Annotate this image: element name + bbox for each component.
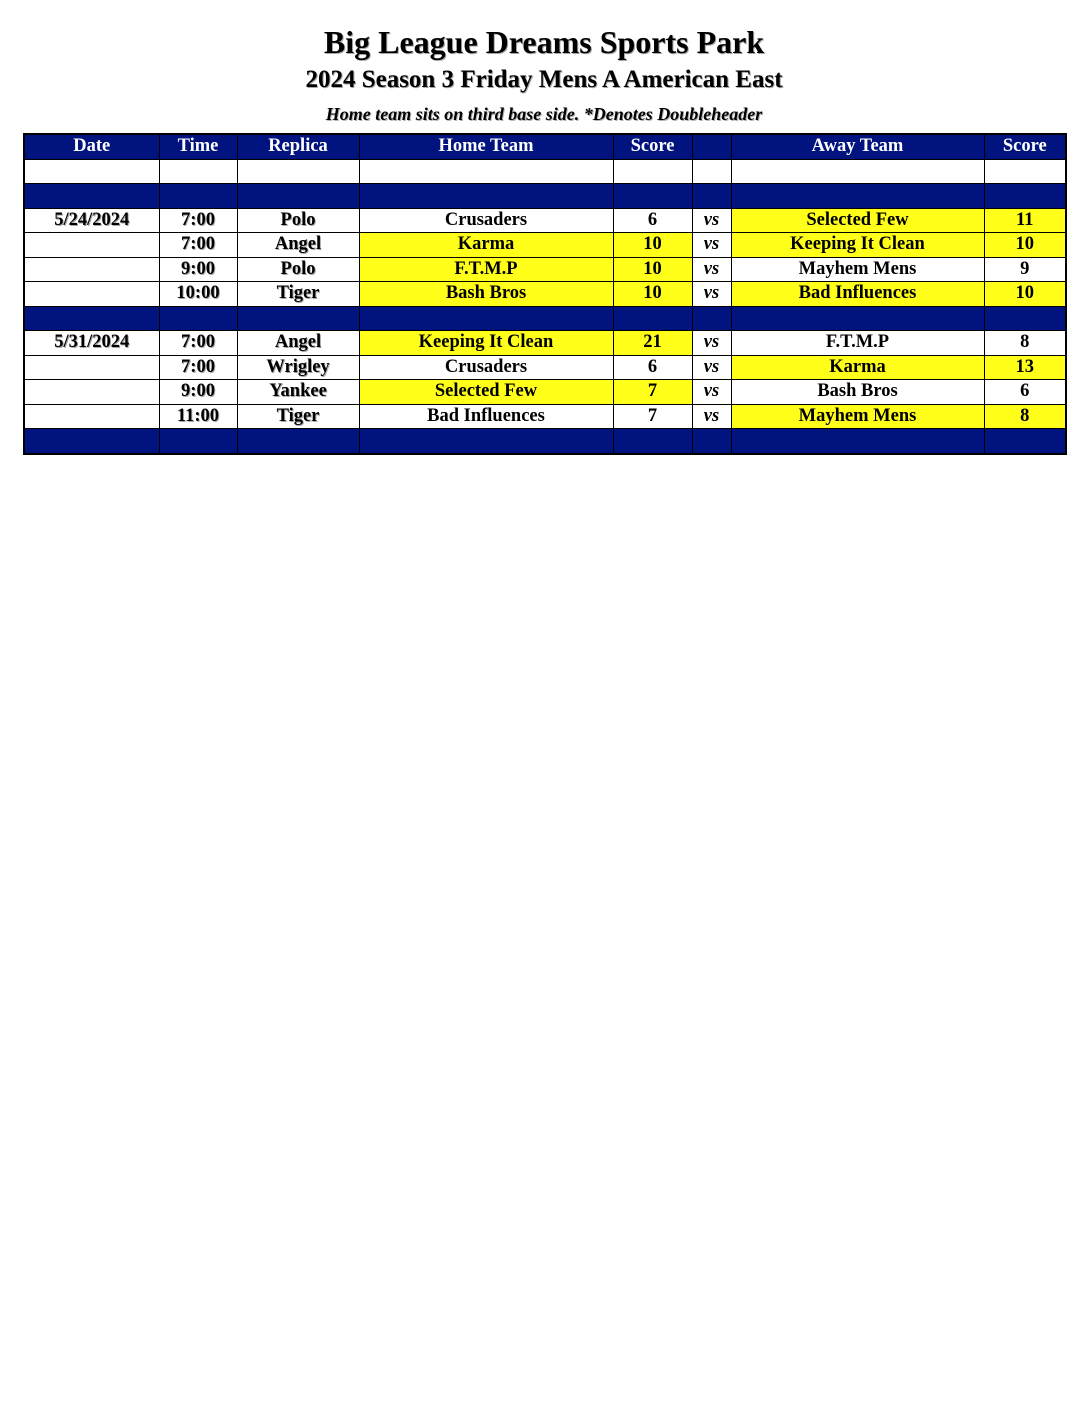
header-vs (692, 134, 731, 159)
game-time: 10:00 (159, 282, 237, 307)
away-team (731, 429, 984, 454)
vs-label: vs (692, 257, 731, 282)
header-row (24, 134, 1066, 159)
separator-row (24, 306, 1066, 331)
header-home-score: Score (613, 134, 692, 159)
home-team (359, 184, 613, 209)
game-date (24, 355, 159, 380)
game-date (24, 159, 159, 184)
vs-label: vs (692, 282, 731, 307)
game-time: 9:00 (159, 380, 237, 405)
away-team: Mayhem Mens (731, 257, 984, 282)
away-team: Keeping It Clean (731, 233, 984, 258)
header-date: Date (24, 134, 159, 159)
game-time (159, 306, 237, 331)
home-team: Bad Influences (359, 404, 613, 429)
header-time: Time (159, 134, 237, 159)
vs-label: vs (692, 404, 731, 429)
home-score: 6 (613, 208, 692, 233)
game-replica: Polo (237, 208, 359, 233)
home-team: Keeping It Clean (359, 331, 613, 356)
home-team (359, 159, 613, 184)
game-time (159, 429, 237, 454)
blank-row (24, 159, 1066, 184)
home-team (359, 429, 613, 454)
game-date (24, 380, 159, 405)
schedule-body (24, 159, 1066, 454)
game-replica (237, 429, 359, 454)
game-replica: Angel (237, 331, 359, 356)
game-replica: Polo (237, 257, 359, 282)
away-score: 8 (984, 404, 1066, 429)
game-time: 7:00 (159, 233, 237, 258)
game-date (24, 282, 159, 307)
away-team: Karma (731, 355, 984, 380)
away-team (731, 184, 984, 209)
game-time: 7:00 (159, 208, 237, 233)
away-score (984, 159, 1066, 184)
vs-label (692, 159, 731, 184)
home-score (613, 429, 692, 454)
home-score: 7 (613, 380, 692, 405)
header-away-score: Score (984, 134, 1066, 159)
home-score: 21 (613, 331, 692, 356)
away-team (731, 306, 984, 331)
away-score: 6 (984, 380, 1066, 405)
separator-row (24, 429, 1066, 454)
away-score: 13 (984, 355, 1066, 380)
table-row (24, 404, 1066, 429)
game-replica (237, 184, 359, 209)
vs-label: vs (692, 331, 731, 356)
vs-label (692, 429, 731, 454)
table-row (24, 282, 1066, 307)
away-score (984, 306, 1066, 331)
home-team: F.T.M.P (359, 257, 613, 282)
page-subtitle: 2024 Season 3 Friday Mens A American East (305, 66, 783, 93)
away-team: Bad Influences (731, 282, 984, 307)
away-score: 11 (984, 208, 1066, 233)
game-date (24, 404, 159, 429)
game-date (24, 429, 159, 454)
away-team (731, 159, 984, 184)
header-away-team: Away Team (731, 134, 984, 159)
home-team: Bash Bros (359, 282, 613, 307)
game-time (159, 184, 237, 209)
vs-label (692, 184, 731, 209)
game-date (24, 257, 159, 282)
away-team: Selected Few (731, 208, 984, 233)
game-replica: Yankee (237, 380, 359, 405)
home-team: Crusaders (359, 208, 613, 233)
game-replica (237, 159, 359, 184)
home-team: Selected Few (359, 380, 613, 405)
game-replica: Wrigley (237, 355, 359, 380)
vs-label: vs (692, 208, 731, 233)
home-score (613, 184, 692, 209)
home-score: 10 (613, 282, 692, 307)
home-score: 6 (613, 355, 692, 380)
table-row (24, 208, 1066, 233)
schedule-note: Home team sits on third base side. *Denotes Doubleheader (325, 104, 763, 124)
home-team: Crusaders (359, 355, 613, 380)
header-home-team: Home Team (359, 134, 613, 159)
vs-label: vs (692, 380, 731, 405)
table-row (24, 355, 1066, 380)
away-score (984, 184, 1066, 209)
home-score (613, 159, 692, 184)
away-score: 10 (984, 233, 1066, 258)
game-date: 5/31/2024 (24, 331, 159, 356)
schedule-table (23, 133, 1067, 455)
game-replica: Angel (237, 233, 359, 258)
game-replica: Tiger (237, 404, 359, 429)
vs-label: vs (692, 355, 731, 380)
home-score: 7 (613, 404, 692, 429)
game-date (24, 233, 159, 258)
game-date: 5/24/2024 (24, 208, 159, 233)
home-score: 10 (613, 233, 692, 258)
away-score (984, 429, 1066, 454)
home-score: 10 (613, 257, 692, 282)
vs-label (692, 306, 731, 331)
game-date (24, 184, 159, 209)
table-row (24, 257, 1066, 282)
page-title: Big League Dreams Sports Park (323, 24, 765, 60)
vs-label: vs (692, 233, 731, 258)
table-row (24, 331, 1066, 356)
game-time: 7:00 (159, 331, 237, 356)
game-time: 9:00 (159, 257, 237, 282)
home-score (613, 306, 692, 331)
table-row (24, 233, 1066, 258)
away-score: 9 (984, 257, 1066, 282)
game-replica: Tiger (237, 282, 359, 307)
game-date (24, 306, 159, 331)
separator-row (24, 184, 1066, 209)
table-row (24, 380, 1066, 405)
game-time: 7:00 (159, 355, 237, 380)
header-replica: Replica (237, 134, 359, 159)
away-score: 8 (984, 331, 1066, 356)
home-team (359, 306, 613, 331)
game-time (159, 159, 237, 184)
away-team: Bash Bros (731, 380, 984, 405)
away-score: 10 (984, 282, 1066, 307)
game-replica (237, 306, 359, 331)
game-time: 11:00 (159, 404, 237, 429)
home-team: Karma (359, 233, 613, 258)
away-team: F.T.M.P (731, 331, 984, 356)
away-team: Mayhem Mens (731, 404, 984, 429)
